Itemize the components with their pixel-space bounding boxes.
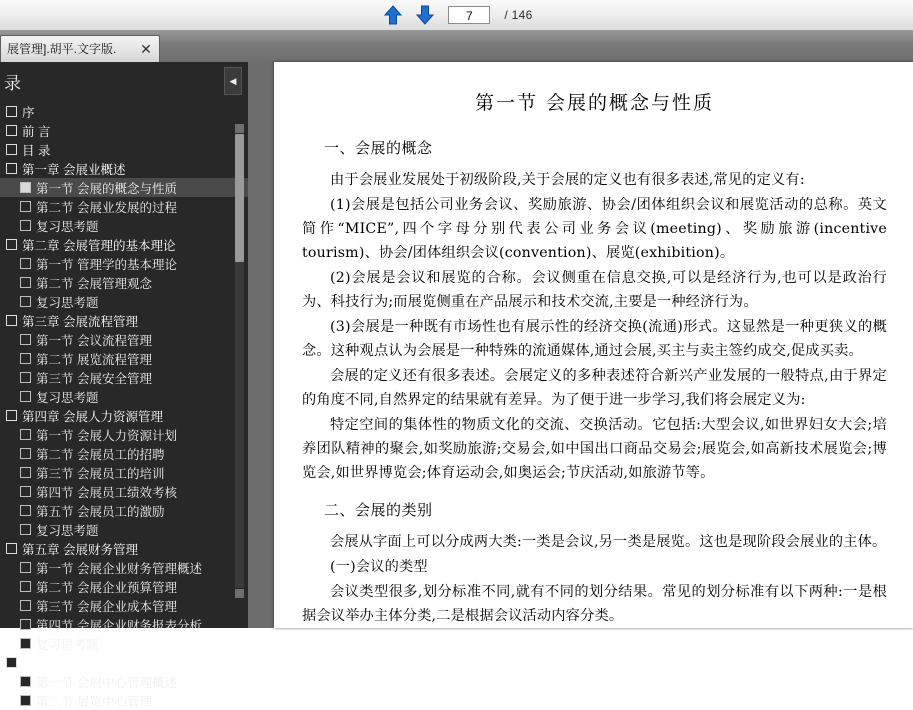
bookmark-item[interactable] [0, 292, 248, 311]
bookmark-toggle-icon[interactable] [20, 676, 31, 687]
bookmark-toggle-icon[interactable] [6, 144, 17, 155]
bookmark-item[interactable] [0, 178, 248, 197]
bookmark-toggle-icon[interactable] [20, 296, 31, 307]
document-page [274, 62, 913, 628]
bookmark-item[interactable] [0, 577, 248, 596]
bookmark-item[interactable] [0, 387, 248, 406]
bookmark-item[interactable] [0, 159, 248, 178]
bookmark-label: 第一节 会展中心管理概述 [36, 675, 177, 690]
bookmark-item[interactable] [0, 216, 248, 235]
bookmark-label: 第五章 会展财务管理 [22, 542, 138, 557]
bookmark-item[interactable] [0, 368, 248, 387]
scroll-down-icon[interactable] [235, 589, 244, 598]
bookmark-toggle-icon[interactable] [20, 581, 31, 592]
bookmark-toggle-icon[interactable] [6, 657, 17, 668]
bookmark-label: 第三节 会展企业成本管理 [36, 599, 177, 614]
bookmark-toggle-icon[interactable] [20, 467, 31, 478]
tab-strip [0, 30, 913, 63]
bookmark-toggle-icon[interactable] [20, 505, 31, 516]
bookmark-toggle-icon[interactable] [20, 220, 31, 231]
bookmark-item[interactable] [0, 615, 248, 634]
bookmark-item[interactable] [0, 653, 248, 672]
bookmark-item[interactable] [0, 520, 248, 539]
bookmark-label: 复习思考题 [36, 219, 99, 234]
bookmarks-sidebar [0, 62, 248, 709]
bookmark-item[interactable] [0, 197, 248, 216]
bookmark-toggle-icon[interactable] [20, 353, 31, 364]
sidebar-scrollbar[interactable] [235, 134, 244, 588]
paragraph: 会议类型很多,划分标准不同,就有不同的划分结果。常见的划分标准有以下两种:一是根据会议举办主体分类,二是根据会议活动内容分类。 [302, 584, 887, 624]
section-1-body [302, 168, 887, 485]
paragraph: (3)会展是一种既有市场性也有展示性的经济交换(流通)形式。这显然是一种更狭义的概念。这种观点认为会展是一种特殊的流通媒体,通过会展,买主与卖主签约成交,促成买卖。 [302, 319, 887, 359]
page-number-input[interactable]: 7 [448, 6, 490, 24]
bookmark-label: 第一章 会展业概述 [22, 162, 126, 177]
bookmark-toggle-icon[interactable] [20, 372, 31, 383]
paragraph: 特定空间的集体性的物质文化的交流、交换活动。它包括:大型会议,如世界妇女大会;培养团队精神的聚会,如奖励旅游;交易会,如中国出口商品交易会;展览会,如高新技术展览会;博览会,如世界博览会;体育运动会,如奥运会;节庆活动,如旅游节等。 [302, 417, 887, 481]
bookmark-toggle-icon[interactable] [20, 258, 31, 269]
bookmark-tree[interactable] [0, 102, 248, 709]
section-heading-2: 二、会展的类别 [324, 501, 433, 519]
next-page-button[interactable] [412, 3, 438, 27]
bookmark-item[interactable] [0, 235, 248, 254]
bookmark-label: 第二节 会展员工的招聘 [36, 447, 165, 462]
collapse-sidebar-button[interactable]: ◀ [224, 67, 242, 95]
bookmark-label: 第四章 会展人力资源管理 [22, 409, 163, 424]
tab-title: 展管理].胡平.文字版. [7, 41, 117, 56]
bookmark-toggle-icon[interactable] [20, 391, 31, 402]
section-2-body [302, 530, 887, 628]
pdf-toolbar [0, 0, 913, 31]
bookmark-toggle-icon[interactable] [6, 106, 17, 117]
bookmark-label: 第二节 会展企业预算管理 [36, 580, 177, 595]
bookmark-toggle-icon[interactable] [20, 334, 31, 345]
bookmark-item[interactable] [0, 539, 248, 558]
bookmark-item[interactable] [0, 596, 248, 615]
bookmark-toggle-icon[interactable] [20, 600, 31, 611]
bookmark-item[interactable] [0, 349, 248, 368]
bookmark-label: 第六章 会展场馆和设施设备管理 [22, 656, 201, 671]
bookmark-toggle-icon[interactable] [20, 524, 31, 535]
page-title: 第一节 会展的概念与性质 [474, 92, 715, 114]
bookmark-toggle-icon[interactable] [20, 486, 31, 497]
page-content [274, 62, 913, 628]
bookmark-label: 目 录 [22, 143, 51, 158]
bookmark-label: 前 言 [22, 124, 51, 139]
bookmark-item[interactable] [0, 102, 248, 121]
bookmark-label: 第四节 会展员工绩效考核 [36, 485, 177, 500]
bookmark-label: 第三节 会展员工的培训 [36, 466, 165, 481]
bookmark-item[interactable] [0, 463, 248, 482]
bookmark-label: 第一节 管理学的基本理论 [36, 257, 177, 272]
bookmark-item[interactable] [0, 330, 248, 349]
bookmark-label: 复习思考题 [36, 390, 99, 405]
bookmark-label: 第二节 会展管理观念 [36, 276, 152, 291]
bookmark-label: 第二节 展览中心管理 [36, 694, 152, 709]
bookmark-toggle-icon[interactable] [20, 429, 31, 440]
paragraph: (一)会议的类型 [330, 559, 428, 575]
bookmark-toggle-icon[interactable] [20, 277, 31, 288]
arrow-down-icon [414, 4, 436, 26]
bookmark-toggle-icon[interactable] [20, 201, 31, 212]
paragraph: 会展的定义还有很多表述。会展定义的多种表述符合新兴产业发展的一般特点,由于界定的角度不同,自然界定的结果就有差异。为了便于进一步学习,我们将会展定义为: [302, 368, 887, 408]
bookmark-label: 第二节 展览流程管理 [36, 352, 152, 367]
bookmark-label: 序 [22, 105, 35, 120]
close-icon[interactable]: ✕ [140, 40, 152, 57]
bookmark-item[interactable] [0, 425, 248, 444]
bookmark-item[interactable] [0, 482, 248, 501]
bookmark-toggle-icon[interactable] [6, 125, 17, 136]
page-count-label: / 146 [504, 8, 533, 22]
paragraph: (1)会展是包括公司业务会议、奖励旅游、协会/团体组织会议和展览活动的总称。英文简作“MICE”,四个字母分别代表公司业务会议(meeting)、奖励旅游(incentive tourism)、协会/团体组织会议(convention)、展览(exhibition)。 [302, 197, 887, 261]
bookmark-label: 第四节 会展企业财务报表分析 [36, 618, 202, 633]
bookmark-label: 复习思考题 [36, 637, 99, 652]
bookmark-label: 第一节 会展的概念与性质 [36, 181, 177, 196]
bookmark-item[interactable] [0, 444, 248, 463]
bookmark-label: 复习思考题 [36, 295, 99, 310]
sidebar-title: 录 [4, 73, 22, 93]
bookmark-item[interactable] [0, 691, 248, 710]
bookmark-toggle-icon[interactable] [20, 448, 31, 459]
bookmark-toggle-icon[interactable] [20, 638, 31, 649]
bookmark-toggle-icon[interactable] [6, 163, 17, 174]
bookmark-label: 第三章 会展流程管理 [22, 314, 138, 329]
sidebar-header [0, 62, 248, 100]
arrow-up-icon [382, 4, 404, 26]
bookmark-label: 第一节 会展企业财务管理概述 [36, 561, 202, 576]
bookmark-label: 第五节 会展员工的激励 [36, 504, 165, 519]
paragraph: (2)会展是会议和展览的合称。会议侧重在信息交换,可以是经济行为,也可以是政治行为、科技行为;而展览侧重在产品展示和技术交流,主要是一种经济行为。 [302, 270, 887, 310]
bookmark-toggle-icon[interactable] [6, 543, 17, 554]
bookmark-item[interactable] [0, 634, 248, 653]
bookmark-toggle-icon[interactable] [6, 410, 17, 421]
scroll-up-icon[interactable] [235, 124, 244, 133]
bookmark-toggle-icon[interactable] [6, 315, 17, 326]
bookmark-toggle-icon[interactable] [20, 562, 31, 573]
bookmark-toggle-icon[interactable] [20, 182, 31, 193]
bookmark-label: 第二节 会展业发展的过程 [36, 200, 177, 215]
bookmark-item[interactable] [0, 558, 248, 577]
bookmark-item[interactable] [0, 254, 248, 273]
bookmark-label: 第一节 会展人力资源计划 [36, 428, 177, 443]
bookmark-item[interactable] [0, 311, 248, 330]
bookmark-item[interactable] [0, 140, 248, 159]
scrollbar-thumb[interactable] [235, 134, 244, 262]
document-viewport[interactable] [248, 62, 913, 628]
bookmark-item[interactable] [0, 672, 248, 691]
previous-page-button[interactable] [380, 3, 406, 27]
section-heading-1: 一、会展的概念 [324, 139, 433, 157]
bookmark-toggle-icon[interactable] [6, 239, 17, 250]
bookmark-toggle-icon[interactable] [20, 619, 31, 630]
document-tab[interactable] [0, 35, 160, 62]
bookmark-item[interactable] [0, 121, 248, 140]
paragraph: 由于会展业发展处于初级阶段,关于会展的定义也有很多表述,常见的定义有: [330, 172, 805, 188]
bookmark-label: 复习思考题 [36, 523, 99, 538]
bookmark-toggle-icon[interactable] [20, 695, 31, 706]
bookmark-item[interactable] [0, 406, 248, 425]
bookmark-label: 第一节 会议流程管理 [36, 333, 152, 348]
bookmark-item[interactable] [0, 501, 248, 520]
bookmark-item[interactable] [0, 273, 248, 292]
paragraph: 会展从字面上可以分成两大类:一类是会议,另一类是展览。这也是现阶段会展业的主体。 [330, 534, 887, 550]
bookmark-label: 第二章 会展管理的基本理论 [22, 238, 176, 253]
bookmark-label: 第三节 会展安全管理 [36, 371, 152, 386]
